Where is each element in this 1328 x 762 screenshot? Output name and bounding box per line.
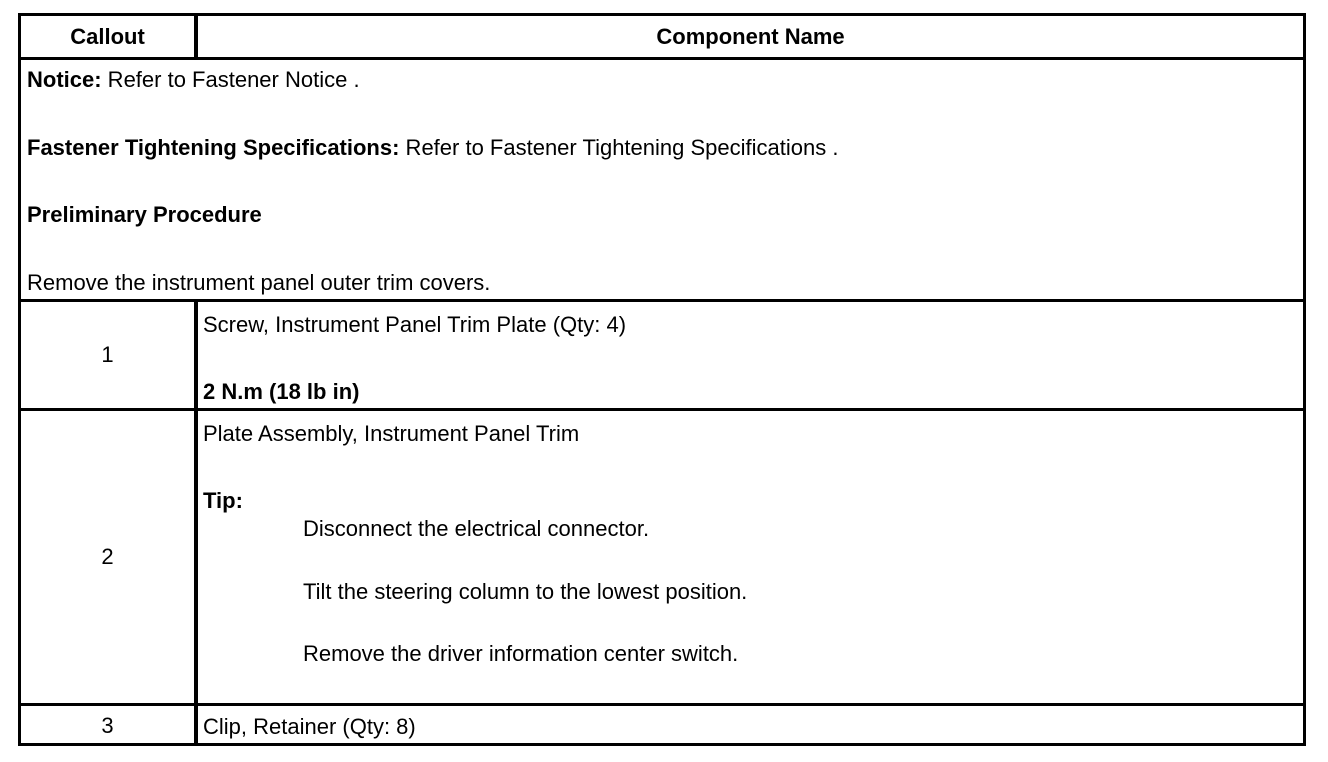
callout-3	[21, 706, 194, 746]
row-2-name: Plate Assembly, Instrument Panel Trim	[203, 421, 580, 446]
row-2-tip-3: Remove the driver information center switch.	[303, 641, 739, 666]
callout-column-divider	[194, 299, 198, 746]
callout-3-number: 3	[101, 713, 114, 738]
row-2-tip-2: Tilt the steering column to the lowest position.	[303, 579, 748, 604]
row-2-tip-1: Disconnect the electrical connector.	[303, 516, 650, 541]
preliminary-step: Remove the instrument panel outer trim covers.	[27, 270, 491, 295]
spec-line	[27, 135, 838, 161]
intro-bottom-rule	[21, 299, 1303, 302]
row-1-bottom-rule	[21, 408, 1303, 411]
row-2-bottom-rule	[21, 703, 1303, 706]
preliminary-heading: Preliminary Procedure	[27, 202, 262, 227]
row-1-torque: 2 N.m (18 lb in)	[203, 379, 360, 404]
header-bottom-rule	[21, 57, 1303, 60]
row-1-name: Screw, Instrument Panel Trim Plate (Qty: 4)	[203, 312, 627, 337]
row-2-tip-label: Tip:	[203, 488, 243, 513]
header-callout-label: Callout	[70, 23, 145, 49]
callout-1-number: 1	[101, 342, 114, 367]
row-3-name: Clip, Retainer (Qty: 8)	[203, 714, 416, 739]
callout-1	[21, 302, 194, 408]
header-component-name-label: Component Name	[656, 23, 845, 49]
header-divider	[194, 16, 198, 57]
notice-label: Notice:	[27, 67, 102, 92]
notice-text: Refer to Fastener Notice .	[101, 67, 360, 92]
header-callout	[21, 16, 194, 57]
component-table	[18, 13, 1306, 746]
notice-line	[27, 67, 360, 93]
callout-2	[21, 411, 194, 703]
spec-text: Refer to Fastener Tightening Specifications .	[399, 135, 839, 160]
spec-label: Fastener Tightening Specifications:	[27, 135, 400, 160]
header-component-name	[198, 16, 1303, 57]
callout-2-number: 2	[101, 544, 114, 569]
